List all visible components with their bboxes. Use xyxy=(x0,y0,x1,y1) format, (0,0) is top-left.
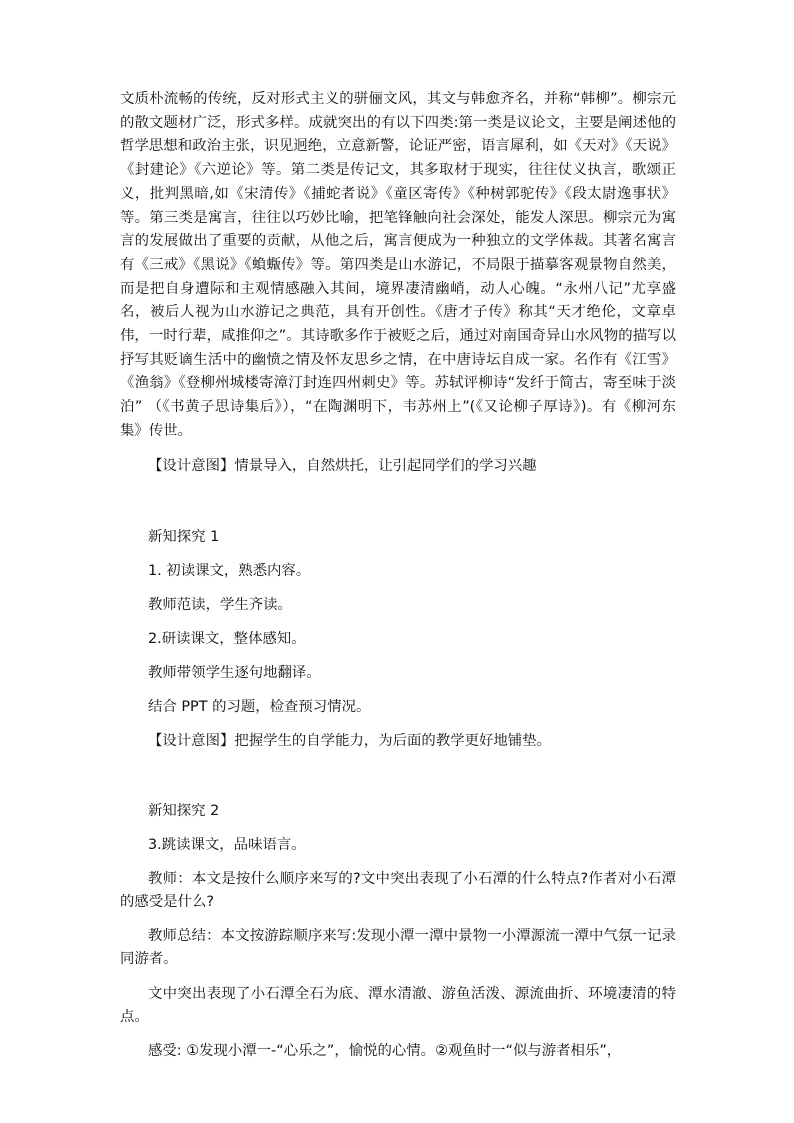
author-feelings: 感受: ①发现小潭一-“心乐之”，愉悦的心情。②观鱼时一“似与游者相乐”， xyxy=(148,1043,622,1060)
step-1-detail: 教师范读，学生齐读。 xyxy=(148,596,292,613)
step-2: 2.研读课文，整体感知。 xyxy=(148,630,306,647)
intro-paragraph: 文质朴流畅的传统，反对形式主义的骈俪文风，其文与韩愈齐名，并称“韩柳”。柳宗元的散文题材广泛，形式多样。成就突出的有以下四类:第一类是议论文，主要是阐述他的哲学思想和政治主张，识见迥绝，立意新警，论证严密，语言犀利，如《天对》《天说》《封建论》《六逆论》等。第二类是传记文，其多取材于现实，往往仗义执言，歌颂正义，批判黑暗,如《宋清传》《捕蛇者说》《童区寄传》《种树郭驼传》《段太尉逸事状》等。第三类是寓言，往往以巧妙比喻，把笔锋触向社会深处，能发人深思。柳宗元为寓言的发展做出了重要的贡献，从他之后，寓言便成为一种独立的文学体裁。其著名寓言有《三戒》《黑说》《蝜蝂传》等。第四类是山水游记，不局限于描摹客观景物自然美，而是把自身遭际和主观情感融入其间，境界凄清幽峭，动人心魄。“永州八记”尤享盛名，被后人视为山水游记之典范，具有开创性。《唐才子传》称其“天才绝伦，文章卓伟，一时行辈，咸推仰之”。其诗歌多作于被贬之后，通过对南国奇异山水风物的描写以抒写其贬谪生活中的幽愤之情及怀友思乡之情，在中唐诗坛自成一家。名作有《江雪》《渔翁》《登柳州城楼寄漳汀封连四州刺史》等。苏轼评柳诗“发纤于简古，寄至味于淡泊” （《书黄子思诗集后》），“在陶渊明下，韦苏州上”(《又论柳子厚诗》)。有《柳河东集》传世。 xyxy=(120,91,676,439)
step-2-detail-a: 教师带领学生逐句地翻译。 xyxy=(148,664,321,681)
step-1: 1. 初读课文，熟悉内容。 xyxy=(148,562,311,579)
step-2-detail-b: 结合 PPT 的习题，检查预习情况。 xyxy=(148,698,371,715)
section-title-2: 新知探究 2 xyxy=(148,802,220,819)
teacher-question: 教师：本文是按什么顺序来写的?文中突出表现了小石潭的什么特点?作者对小石潭的感受是什么? xyxy=(120,870,676,910)
design-intent-1: 【设计意图】情景导入，自然烘托，让引起同学们的学习兴趣 xyxy=(148,457,537,474)
design-intent-2: 【设计意图】把握学生的自学能力，为后面的教学更好地铺垫。 xyxy=(148,732,551,749)
step-3: 3.跳读课文，品味语言。 xyxy=(148,836,306,853)
section-title-1: 新知探究 1 xyxy=(148,528,220,545)
pond-features: 文中突出表现了小石潭全石为底、潭水清澈、游鱼活泼、源流曲折、环境凄清的特点。 xyxy=(120,985,676,1026)
teacher-summary: 教师总结：本文按游踪顺序来写:发现小潭一潭中景物一小潭源流一潭中气氛一记录同游者。 xyxy=(120,928,676,968)
